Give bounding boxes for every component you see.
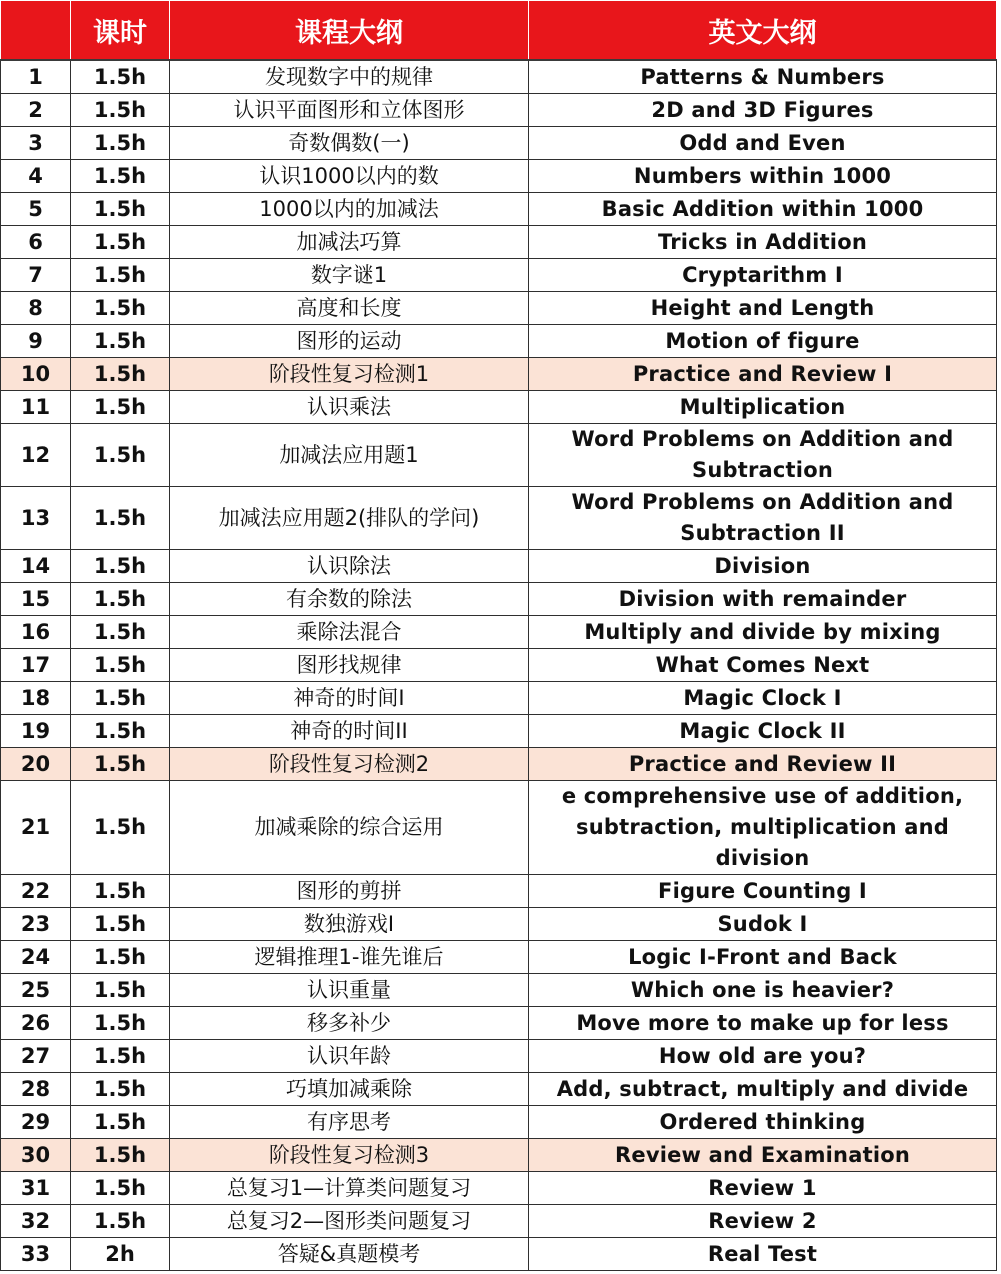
lesson-number-cell: 11	[1, 391, 71, 424]
chinese-topic-cell: 高度和长度	[170, 292, 529, 325]
table-row	[1, 226, 997, 259]
header-hours: 课时	[71, 1, 170, 61]
table-row	[1, 1172, 997, 1205]
english-topic-cell: Odd and Even	[529, 127, 997, 160]
english-topic-cell: e comprehensive use of addition, subtraction, multiplication and division	[529, 781, 997, 875]
table-row	[1, 550, 997, 583]
english-topic-cell: Division	[529, 550, 997, 583]
lesson-hours-cell: 1.5h	[71, 974, 170, 1007]
lesson-hours-cell: 1.5h	[71, 94, 170, 127]
table-row	[1, 1238, 997, 1271]
lesson-number-cell: 15	[1, 583, 71, 616]
lesson-hours-cell: 2h	[71, 1238, 170, 1271]
english-topic-cell: Practice and Review II	[529, 748, 997, 781]
lesson-hours-cell: 1.5h	[71, 1139, 170, 1172]
table-row	[1, 715, 997, 748]
chinese-topic-cell: 认识1000以内的数	[170, 160, 529, 193]
table-row	[1, 60, 997, 94]
chinese-topic-cell: 乘除法混合	[170, 616, 529, 649]
chinese-topic-cell: 认识乘法	[170, 391, 529, 424]
lesson-number-cell: 30	[1, 1139, 71, 1172]
chinese-topic-cell: 总复习1—计算类问题复习	[170, 1172, 529, 1205]
lesson-number-cell: 21	[1, 781, 71, 875]
table-row	[1, 941, 997, 974]
lesson-hours-cell: 1.5h	[71, 682, 170, 715]
lesson-hours-cell: 1.5h	[71, 1106, 170, 1139]
lesson-number-cell: 17	[1, 649, 71, 682]
lesson-hours-cell: 1.5h	[71, 649, 170, 682]
lesson-number-cell: 1	[1, 60, 71, 94]
chinese-topic-cell: 加减法应用题2(排队的学问)	[170, 487, 529, 550]
table-row	[1, 1139, 997, 1172]
table-row	[1, 325, 997, 358]
english-topic-cell: Height and Length	[529, 292, 997, 325]
lesson-hours-cell: 1.5h	[71, 487, 170, 550]
table-row	[1, 424, 997, 487]
english-topic-cell: Review 2	[529, 1205, 997, 1238]
english-topic-cell: Practice and Review I	[529, 358, 997, 391]
table-row	[1, 583, 997, 616]
lesson-number-cell: 6	[1, 226, 71, 259]
lesson-number-cell: 4	[1, 160, 71, 193]
chinese-topic-cell: 加减法应用题1	[170, 424, 529, 487]
lesson-hours-cell: 1.5h	[71, 875, 170, 908]
table-row	[1, 748, 997, 781]
lesson-number-cell: 32	[1, 1205, 71, 1238]
lesson-hours-cell: 1.5h	[71, 941, 170, 974]
table-row	[1, 1073, 997, 1106]
chinese-topic-cell: 图形找规律	[170, 649, 529, 682]
english-topic-cell: Word Problems on Addition and Subtraction	[529, 424, 997, 487]
english-topic-cell: Basic Addition within 1000	[529, 193, 997, 226]
chinese-topic-cell: 数独游戏I	[170, 908, 529, 941]
lesson-number-cell: 24	[1, 941, 71, 974]
chinese-topic-cell: 发现数字中的规律	[170, 60, 529, 94]
chinese-topic-cell: 阶段性复习检测1	[170, 358, 529, 391]
table-row	[1, 1106, 997, 1139]
lesson-hours-cell: 1.5h	[71, 715, 170, 748]
lesson-hours-cell: 1.5h	[71, 1205, 170, 1238]
lesson-hours-cell: 1.5h	[71, 1040, 170, 1073]
table-row	[1, 974, 997, 1007]
chinese-topic-cell: 阶段性复习检测2	[170, 748, 529, 781]
table-row	[1, 160, 997, 193]
chinese-topic-cell: 阶段性复习检测3	[170, 1139, 529, 1172]
table-row	[1, 292, 997, 325]
english-topic-cell: Cryptarithm I	[529, 259, 997, 292]
english-topic-cell: Magic Clock I	[529, 682, 997, 715]
chinese-topic-cell: 认识平面图形和立体图形	[170, 94, 529, 127]
english-topic-cell: Ordered thinking	[529, 1106, 997, 1139]
lesson-number-cell: 8	[1, 292, 71, 325]
english-topic-cell: Numbers within 1000	[529, 160, 997, 193]
lesson-number-cell: 19	[1, 715, 71, 748]
lesson-hours-cell: 1.5h	[71, 193, 170, 226]
chinese-topic-cell: 认识重量	[170, 974, 529, 1007]
lesson-number-cell: 18	[1, 682, 71, 715]
table-row	[1, 1205, 997, 1238]
table-row	[1, 875, 997, 908]
header-number	[1, 1, 71, 61]
lesson-number-cell: 25	[1, 974, 71, 1007]
english-topic-cell: Which one is heavier?	[529, 974, 997, 1007]
table-row	[1, 781, 997, 875]
lesson-number-cell: 20	[1, 748, 71, 781]
lesson-number-cell: 33	[1, 1238, 71, 1271]
lesson-number-cell: 16	[1, 616, 71, 649]
table-row	[1, 908, 997, 941]
lesson-number-cell: 12	[1, 424, 71, 487]
lesson-number-cell: 28	[1, 1073, 71, 1106]
table-row	[1, 682, 997, 715]
chinese-topic-cell: 移多补少	[170, 1007, 529, 1040]
lesson-number-cell: 2	[1, 94, 71, 127]
english-topic-cell: Magic Clock II	[529, 715, 997, 748]
english-topic-cell: 2D and 3D Figures	[529, 94, 997, 127]
chinese-topic-cell: 加减法巧算	[170, 226, 529, 259]
lesson-number-cell: 26	[1, 1007, 71, 1040]
chinese-topic-cell: 1000以内的加减法	[170, 193, 529, 226]
header-chinese-outline: 课程大纲	[170, 1, 529, 61]
lesson-hours-cell: 1.5h	[71, 1172, 170, 1205]
english-topic-cell: Move more to make up for less	[529, 1007, 997, 1040]
english-topic-cell: Logic I-Front and Back	[529, 941, 997, 974]
lesson-number-cell: 23	[1, 908, 71, 941]
lesson-hours-cell: 1.5h	[71, 908, 170, 941]
table-row	[1, 649, 997, 682]
table-row	[1, 487, 997, 550]
table-row	[1, 1007, 997, 1040]
lesson-hours-cell: 1.5h	[71, 160, 170, 193]
chinese-topic-cell: 神奇的时间II	[170, 715, 529, 748]
chinese-topic-cell: 奇数偶数(一)	[170, 127, 529, 160]
lesson-number-cell: 9	[1, 325, 71, 358]
table-row	[1, 616, 997, 649]
lesson-hours-cell: 1.5h	[71, 424, 170, 487]
table-row	[1, 391, 997, 424]
chinese-topic-cell: 认识除法	[170, 550, 529, 583]
lesson-number-cell: 27	[1, 1040, 71, 1073]
english-topic-cell: Motion of figure	[529, 325, 997, 358]
lesson-hours-cell: 1.5h	[71, 781, 170, 875]
lesson-hours-cell: 1.5h	[71, 583, 170, 616]
lesson-hours-cell: 1.5h	[71, 259, 170, 292]
lesson-hours-cell: 1.5h	[71, 325, 170, 358]
chinese-topic-cell: 有序思考	[170, 1106, 529, 1139]
english-topic-cell: Review 1	[529, 1172, 997, 1205]
chinese-topic-cell: 答疑&真题模考	[170, 1238, 529, 1271]
english-topic-cell: Tricks in Addition	[529, 226, 997, 259]
lesson-hours-cell: 1.5h	[71, 616, 170, 649]
table-row	[1, 94, 997, 127]
lesson-number-cell: 13	[1, 487, 71, 550]
chinese-topic-cell: 加减乘除的综合运用	[170, 781, 529, 875]
lesson-number-cell: 29	[1, 1106, 71, 1139]
lesson-hours-cell: 1.5h	[71, 292, 170, 325]
english-topic-cell: Patterns & Numbers	[529, 60, 997, 94]
lesson-number-cell: 5	[1, 193, 71, 226]
english-topic-cell: Add, subtract, multiply and divide	[529, 1073, 997, 1106]
chinese-topic-cell: 逻辑推理1-谁先谁后	[170, 941, 529, 974]
english-topic-cell: What Comes Next	[529, 649, 997, 682]
table-row	[1, 259, 997, 292]
english-topic-cell: Division with remainder	[529, 583, 997, 616]
lesson-number-cell: 31	[1, 1172, 71, 1205]
lesson-hours-cell: 1.5h	[71, 358, 170, 391]
chinese-topic-cell: 认识年龄	[170, 1040, 529, 1073]
lesson-number-cell: 22	[1, 875, 71, 908]
english-topic-cell: Review and Examination	[529, 1139, 997, 1172]
chinese-topic-cell: 巧填加减乘除	[170, 1073, 529, 1106]
lesson-hours-cell: 1.5h	[71, 1007, 170, 1040]
lesson-number-cell: 7	[1, 259, 71, 292]
lesson-hours-cell: 1.5h	[71, 60, 170, 94]
lesson-hours-cell: 1.5h	[71, 550, 170, 583]
table-row	[1, 193, 997, 226]
lesson-hours-cell: 1.5h	[71, 226, 170, 259]
chinese-topic-cell: 图形的运动	[170, 325, 529, 358]
chinese-topic-cell: 总复习2—图形类问题复习	[170, 1205, 529, 1238]
english-topic-cell: Sudok I	[529, 908, 997, 941]
table-row	[1, 358, 997, 391]
lesson-hours-cell: 1.5h	[71, 1073, 170, 1106]
lesson-number-cell: 10	[1, 358, 71, 391]
lesson-hours-cell: 1.5h	[71, 748, 170, 781]
chinese-topic-cell: 有余数的除法	[170, 583, 529, 616]
english-topic-cell: Multiply and divide by mixing	[529, 616, 997, 649]
lesson-number-cell: 14	[1, 550, 71, 583]
chinese-topic-cell: 神奇的时间I	[170, 682, 529, 715]
english-topic-cell: Real Test	[529, 1238, 997, 1271]
table-body	[1, 60, 997, 1271]
lesson-number-cell: 3	[1, 127, 71, 160]
table-row	[1, 127, 997, 160]
table-row	[1, 1040, 997, 1073]
chinese-topic-cell: 图形的剪拼	[170, 875, 529, 908]
english-topic-cell: Figure Counting I	[529, 875, 997, 908]
header-row	[1, 1, 997, 61]
lesson-hours-cell: 1.5h	[71, 391, 170, 424]
header-english-outline: 英文大纲	[529, 1, 997, 61]
english-topic-cell: Word Problems on Addition and Subtraction II	[529, 487, 997, 550]
english-topic-cell: How old are you?	[529, 1040, 997, 1073]
english-topic-cell: Multiplication	[529, 391, 997, 424]
chinese-topic-cell: 数字谜1	[170, 259, 529, 292]
lesson-hours-cell: 1.5h	[71, 127, 170, 160]
